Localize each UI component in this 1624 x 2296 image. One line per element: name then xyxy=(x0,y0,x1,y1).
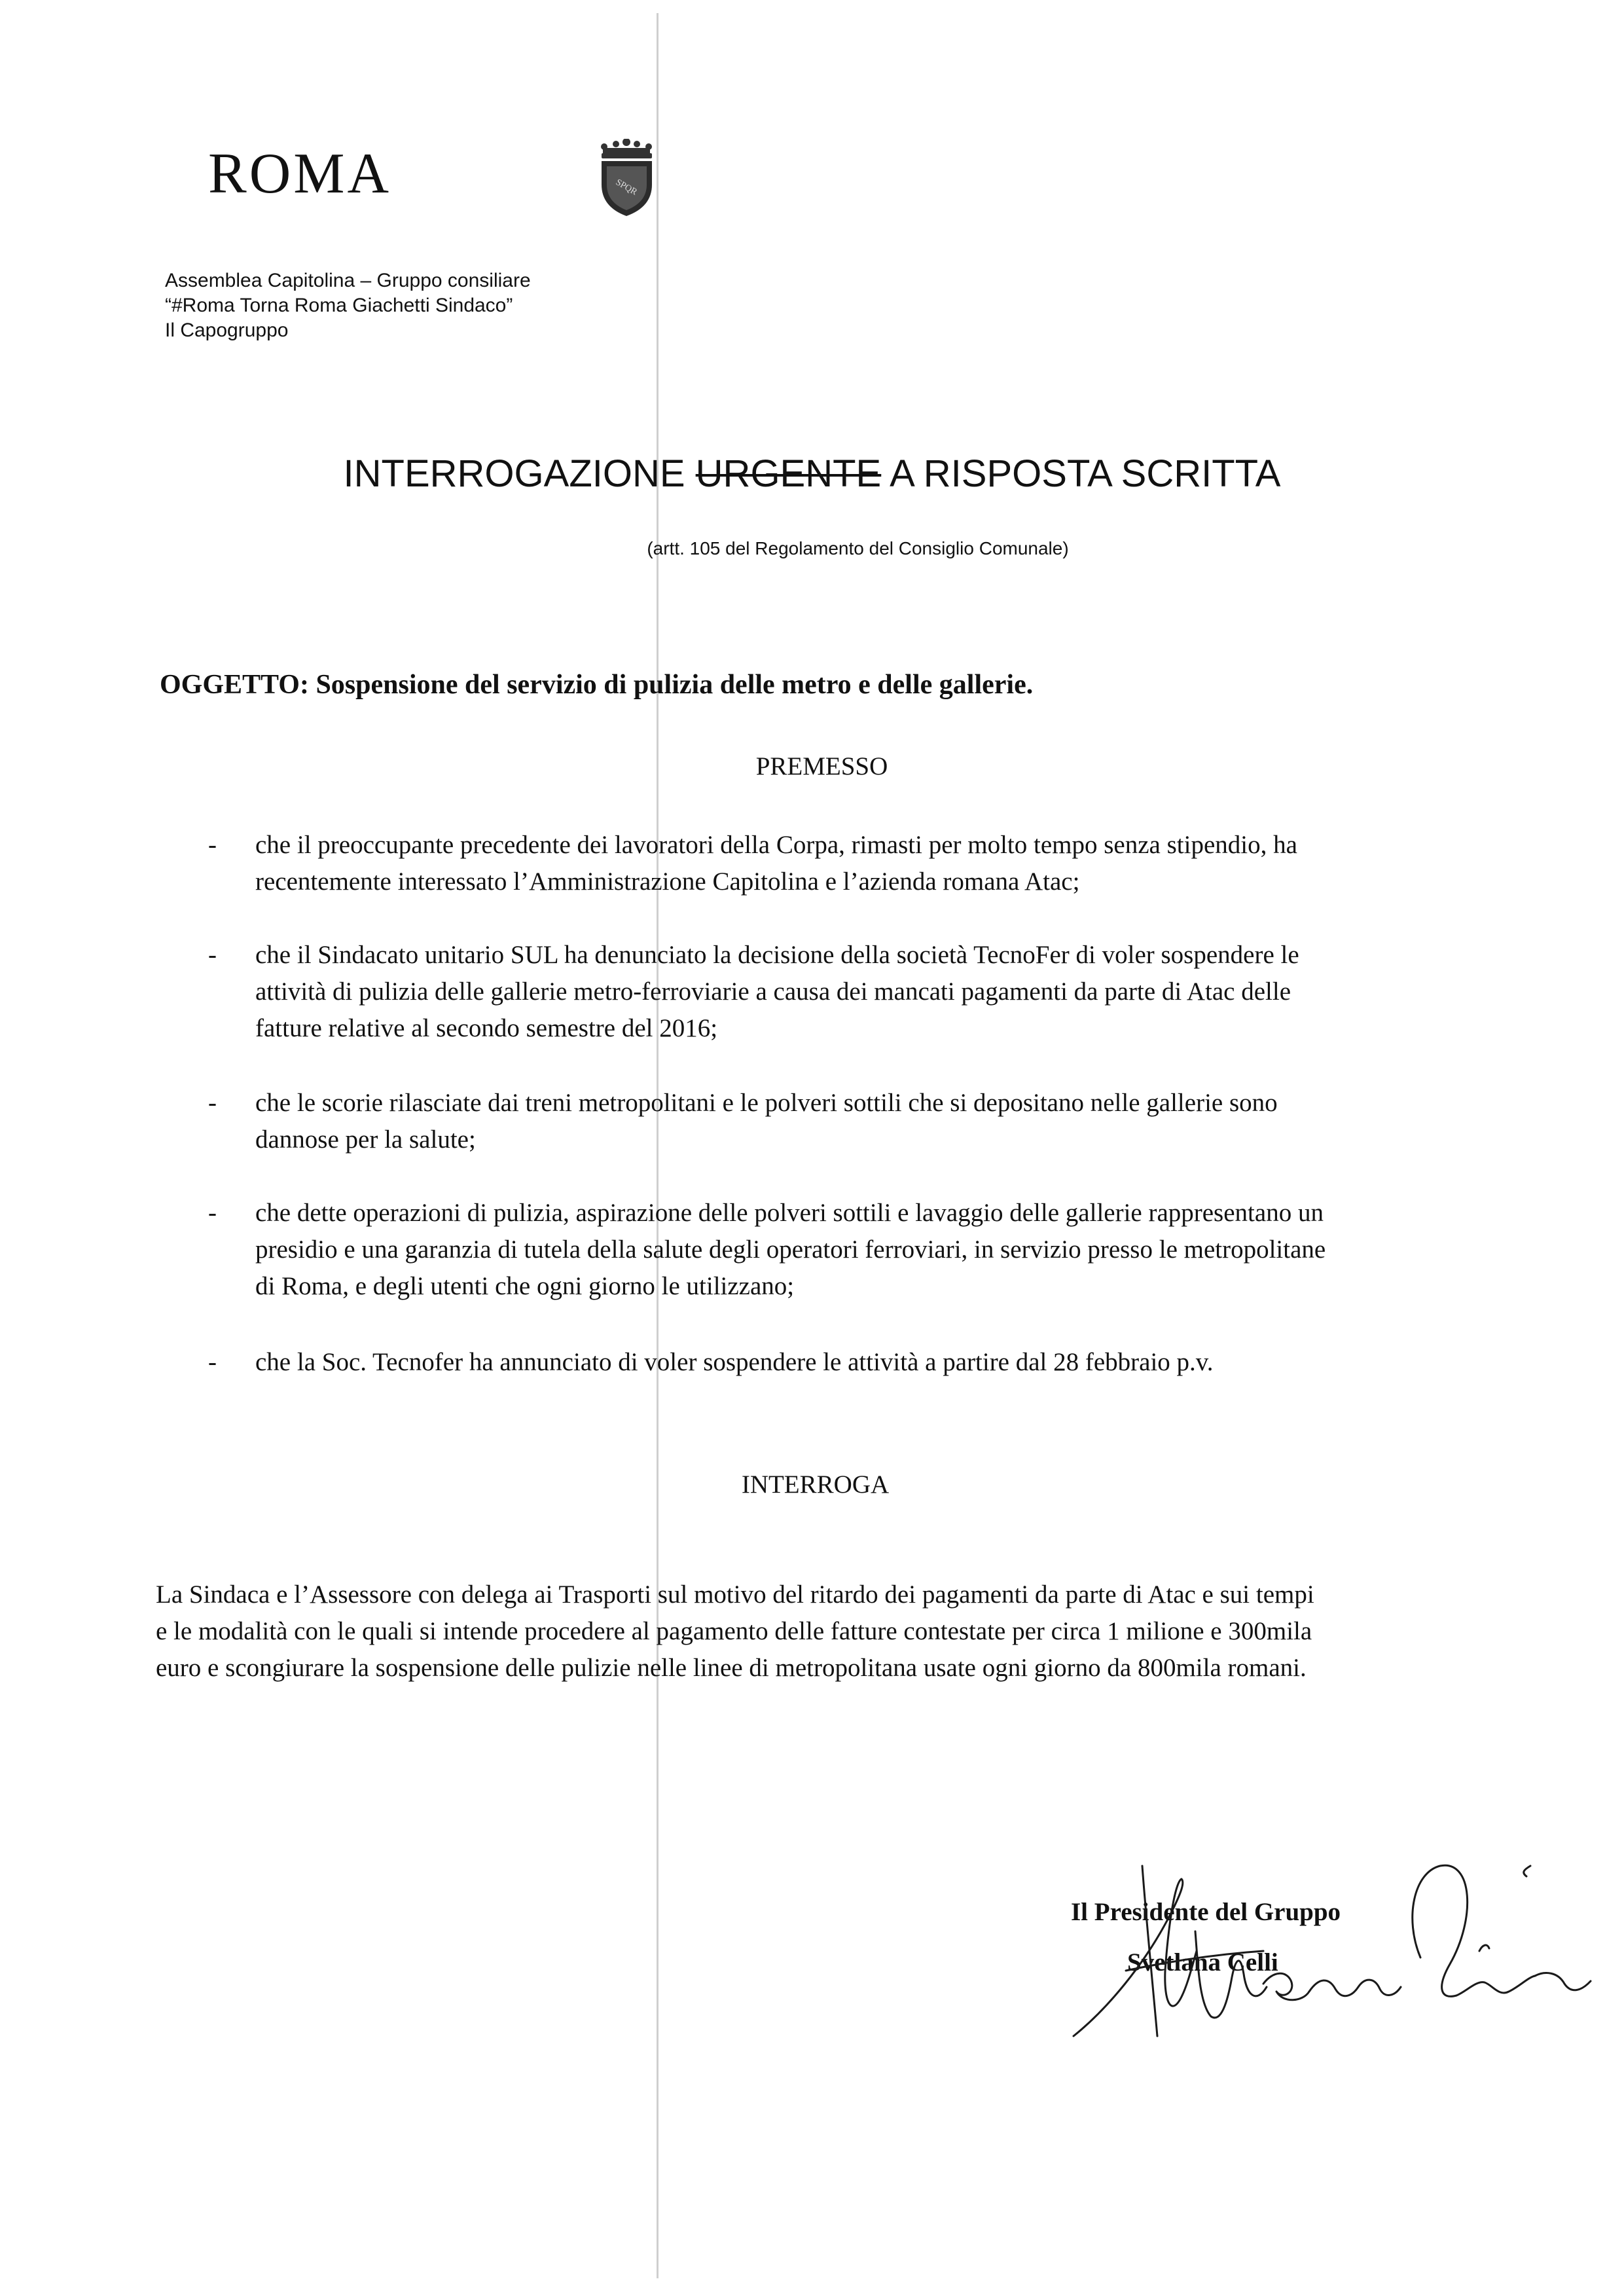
crest-text: SPQR xyxy=(613,177,639,198)
signature-title: Il Presidente del Gruppo xyxy=(1071,1898,1341,1926)
text-line: e le modalità con le quali si intende procedere al pagamento delle fatture contestate per circa 1 milione e 300mila xyxy=(156,1617,1312,1645)
bullet-dash: - xyxy=(208,1089,217,1117)
interroga-heading: INTERROGA xyxy=(741,1470,890,1499)
text-line: La Sindaca e l’Assessore con delega ai Trasporti sul motivo del ritardo dei pagamenti da parte di Atac e sui tempi xyxy=(156,1580,1314,1609)
interroga-body xyxy=(156,1576,1471,1686)
bullet-dash: - xyxy=(208,1348,217,1376)
text-line: euro e scongiurare la sospensione delle pulizie nelle linee di metropolitana usate ogni giorno da 800mila romani. xyxy=(156,1654,1307,1682)
premesso-item-text xyxy=(255,827,1473,900)
spqr-crest-icon xyxy=(592,139,661,217)
title-struck-word: URGENTE xyxy=(695,452,882,495)
bullet-dash: - xyxy=(208,941,217,969)
text-line: dannose per la salute; xyxy=(255,1125,476,1154)
header-line-role: Il Capogruppo xyxy=(165,319,289,341)
premesso-item-text xyxy=(255,937,1473,1047)
roma-logo: ROMA xyxy=(208,142,392,206)
header-line-group: “#Roma Torna Roma Giachetti Sindaco” xyxy=(165,295,513,316)
text-line: attività di pulizia delle gallerie metro-ferroviarie a causa dei mancati pagamenti da parte di Atac delle xyxy=(255,977,1291,1006)
text-line: di Roma, e degli utenti che ogni giorno le utilizzano; xyxy=(255,1272,795,1300)
title-part-1: INTERROGAZIONE xyxy=(343,452,685,495)
bullet-dash: - xyxy=(208,1199,217,1227)
document-title xyxy=(0,452,1624,496)
premesso-item-text xyxy=(255,1344,1473,1381)
title-part-2: A RISPOSTA SCRITTA xyxy=(890,452,1281,495)
text-line: che la Soc. Tecnofer ha annunciato di voler sospendere le attività a partire dal 28 febbraio p.v. xyxy=(255,1348,1214,1376)
premesso-heading: PREMESSO xyxy=(755,752,888,780)
premesso-item-text xyxy=(255,1195,1473,1305)
oggetto-line: OGGETTO: Sospensione del servizio di pulizia delle metro e delle gallerie. xyxy=(160,670,1034,700)
header-line-assembly: Assemblea Capitolina – Gruppo consiliare xyxy=(165,270,531,291)
signature-name: Svetlana Celli xyxy=(1127,1948,1278,1977)
text-line: che il Sindacato unitario SUL ha denunciato la decisione della società TecnoFer di voler sospendere le xyxy=(255,941,1299,969)
handwritten-signature xyxy=(1047,1820,1610,2062)
header-block xyxy=(165,268,531,343)
text-line: presidio e una garanzia di tutela della salute degli operatori ferroviari, in servizio presso le metropolitane xyxy=(255,1235,1326,1264)
text-line: che dette operazioni di pulizia, aspirazione delle polveri sottili e lavaggio delle gallerie rappresentano un xyxy=(255,1199,1324,1227)
premesso-item-text xyxy=(255,1085,1473,1158)
text-line: recentemente interessato l’Amministrazione Capitolina e l’azienda romana Atac; xyxy=(255,867,1080,896)
bullet-dash: - xyxy=(208,831,217,859)
text-line: fatture relative al secondo semestre del 2016; xyxy=(255,1014,718,1042)
text-line: che il preoccupante precedente dei lavoratori della Corpa, rimasti per molto tempo senza stipendio, ha xyxy=(255,831,1297,859)
document-subtitle: (artt. 105 del Regolamento del Consiglio Comunale) xyxy=(647,538,1069,558)
text-line: che le scorie rilasciate dai treni metropolitani e le polveri sottili che si depositano nelle gallerie sono xyxy=(255,1089,1278,1117)
